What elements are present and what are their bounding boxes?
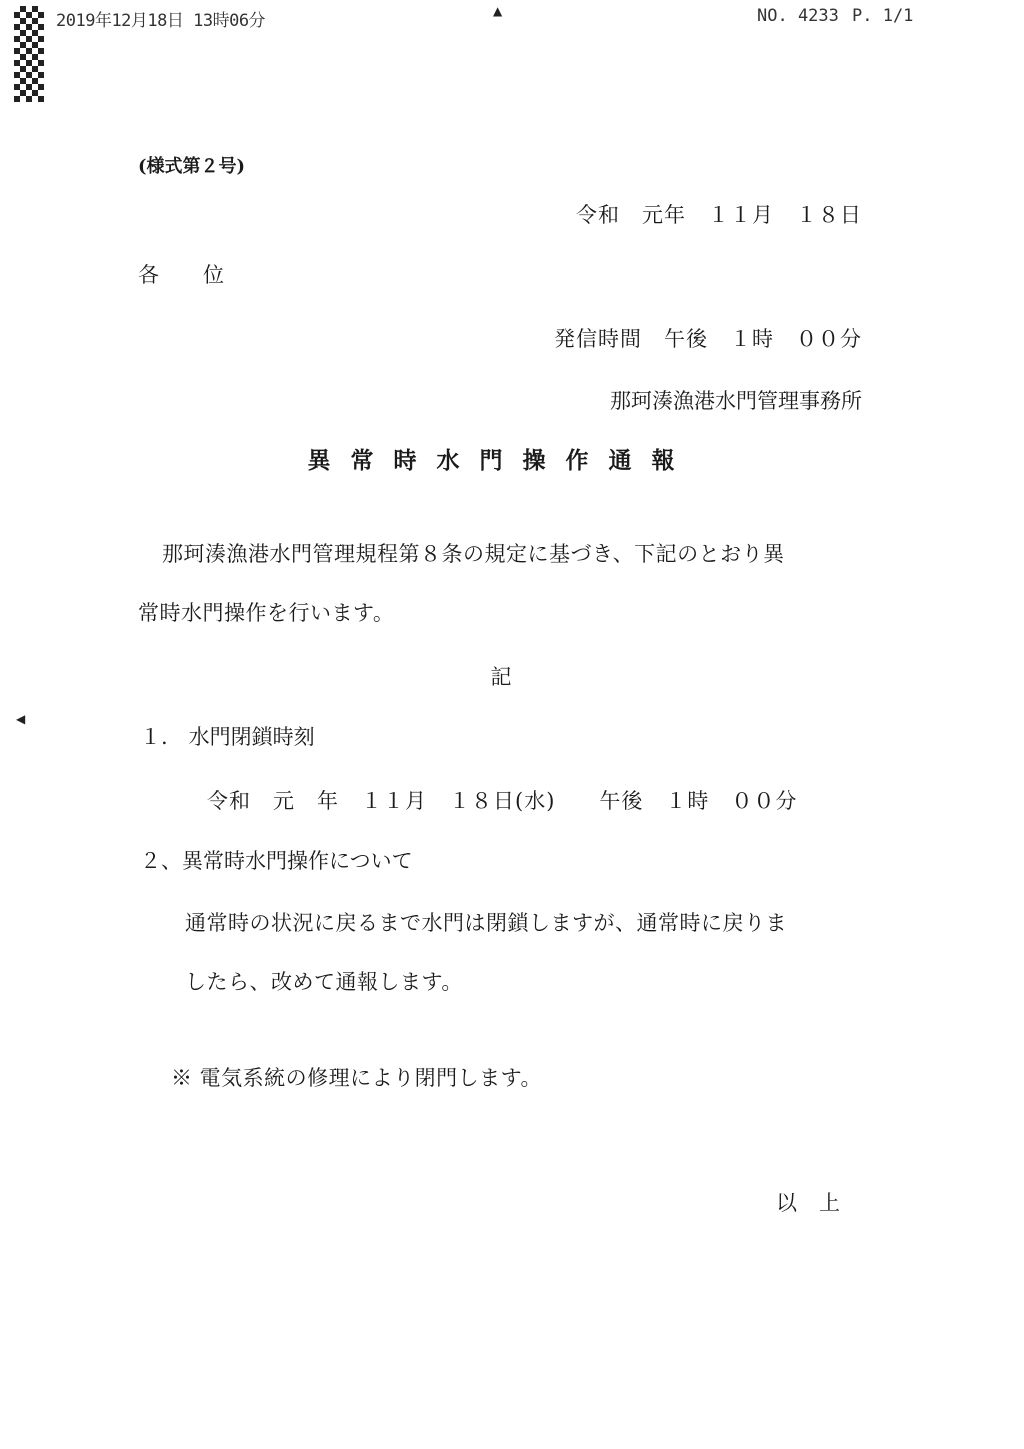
issue-date: 令和 元年 １１月 １８日 [576,203,862,227]
closing: 以上 [776,1191,862,1215]
send-time: 発信時間 午後 １時 ００分 [554,327,862,351]
sender-office: 那珂湊漁港水門管理事務所 [610,389,862,413]
document-title: 異常時水門操作通報 [307,447,695,474]
triangle-up-icon: ▲ [493,4,503,18]
item-1-value: 令和 元 年 １１月 １８日(水) 午後 １時 ００分 [207,789,798,813]
ki-heading: 記 [490,665,512,689]
item-2-text-line: したら、改めて通報します。 [185,970,463,994]
fax-number: NO. 4233 [757,6,839,26]
triangle-left-icon: ◀ [16,712,26,726]
form-number: (様式第２号) [138,156,246,177]
fax-datetime: 2019年12月18日 13時06分 [56,11,266,31]
item-1-heading: １. 水門閉鎖時刻 [140,725,315,749]
item-2-text-line: 通常時の状況に戻るまで水門は閉鎖しますが、通常時に戻りま [185,911,787,935]
note: ※ 電気系統の修理により閉門します。 [171,1066,542,1090]
body-text-line: 常時水門操作を行います。 [138,601,395,625]
body-text-line: 那珂湊漁港水門管理規程第８条の規定に基づき、下記のとおり異 [162,542,785,566]
recipient: 各位 [138,263,268,287]
fax-header [0,4,1024,30]
item-2-heading: ２、異常時水門操作について [140,849,413,873]
fax-page-indicator: P. 1/1 [852,6,914,26]
